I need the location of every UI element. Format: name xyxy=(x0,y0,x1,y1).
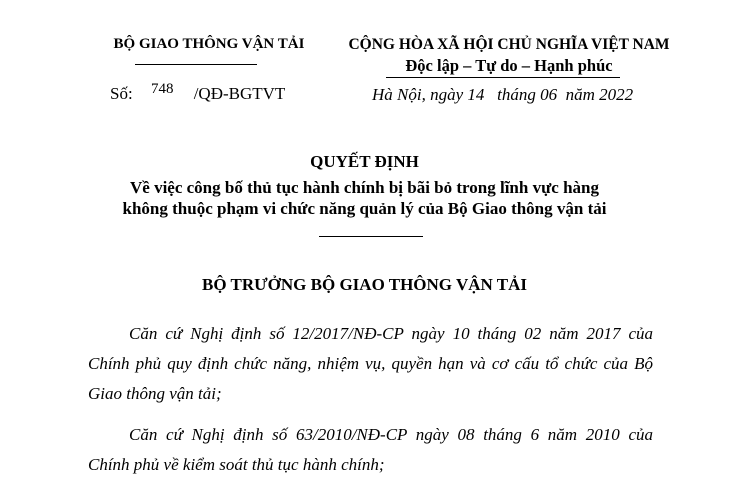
paragraph-1-line-3: Giao thông vận tải; xyxy=(88,384,222,403)
paragraph-1-line-2: Chính phủ quy định chức năng, nhiệm vụ, quyền hạn và cơ cấu tổ chức của Bộ xyxy=(88,354,653,373)
number-prefix: Số: xyxy=(110,84,133,103)
motto-underline xyxy=(386,77,620,78)
number-suffix: /QĐ-BGTVT xyxy=(193,84,286,103)
ministry-name: BỘ GIAO THÔNG VẬN TẢI xyxy=(113,36,305,52)
paragraph-2-line-2: Chính phủ về kiểm soát thủ tục hành chính; xyxy=(88,455,385,474)
number-value: 748 xyxy=(150,81,174,97)
paragraph-2-line-1: Căn cứ Nghị định số 63/2010/NĐ-CP ngày 08 tháng 6 năm 2010 của xyxy=(129,425,653,444)
decision-title: QUYẾT ĐỊNH xyxy=(310,152,419,171)
subject-underline xyxy=(319,236,423,237)
country-name: CỘNG HÒA XÃ HỘI CHỦ NGHĨA VIỆT NAM xyxy=(348,36,670,53)
decision-subject-line1: Về việc công bố thủ tục hành chính bị bãi bỏ trong lĩnh vực hàng xyxy=(130,178,599,197)
issuing-authority: BỘ TRƯỞNG BỘ GIAO THÔNG VẬN TẢI xyxy=(202,275,527,294)
decision-subject-line2: không thuộc phạm vi chức năng quản lý của Bộ Giao thông vận tải xyxy=(122,199,607,218)
legal-basis-paragraph-2 xyxy=(88,420,653,480)
national-motto: Độc lập – Tự do – Hạnh phúc xyxy=(405,56,613,75)
date-place: Hà Nội, ngày 14 tháng 06 năm 2022 xyxy=(372,85,634,104)
paragraph-1-line-1: Căn cứ Nghị định số 12/2017/NĐ-CP ngày 10 tháng 02 năm 2017 của xyxy=(129,324,653,343)
legal-basis-paragraph-1 xyxy=(88,319,653,409)
ministry-underline xyxy=(135,64,257,65)
document-number xyxy=(110,81,286,104)
